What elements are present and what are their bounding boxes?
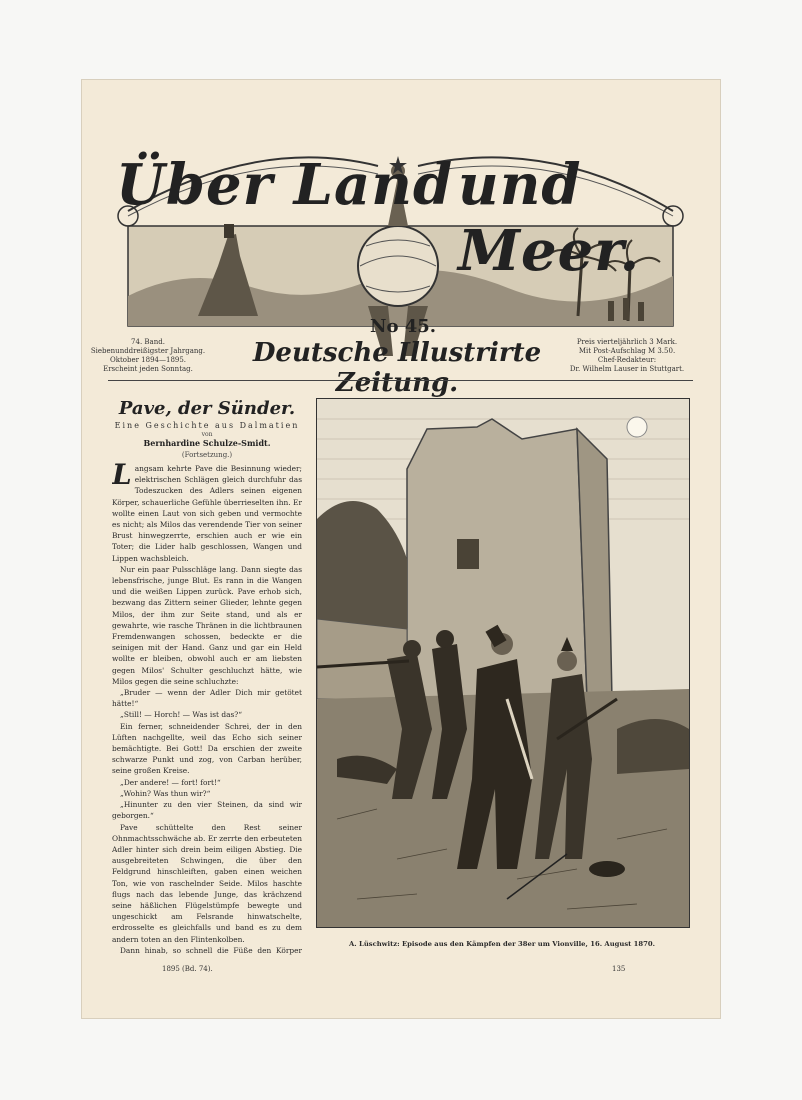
masthead-title-part1: Über Land <box>116 152 454 218</box>
story-author: Bernhardine Schulze-Smidt. <box>143 438 271 448</box>
story-continuation: (Fortsetzung.) <box>181 451 233 459</box>
volume: 74. Band. <box>131 338 165 346</box>
footer-volume: 1895 (Bd. 74). <box>162 965 213 973</box>
masthead-title-part2: und Meer. <box>458 152 641 284</box>
year-count: Siebenunddreißigster Jahrgang. <box>90 347 206 355</box>
masthead-left-info <box>88 338 208 374</box>
battle-illustration <box>316 398 690 928</box>
story-subtitle: Eine Geschichte aus Dalmatien <box>114 421 300 430</box>
paragraph: Nur ein paar Pulsschläge lang. Dann siegte das lebensfrische, junge Blut. Es rann in die Wangen und die weißen Lippen zurück. Pave erhob sich, bezwang das Zittern seiner Glieder, lehnte gegen Milos, der ihm zur Seite stand, und als er gewahrte, wie rasche Thränen in die lichtbraunen Fremdenwangen schossen, bedeckte er die seinigen mit der Hand. Ganz und gar ein Held wollte er bleiben, obwohl auch er am liebsten gegen Milos' Schulter geschluchzt hätte, wie Milos gegen die seine schluchzte: <box>112 564 302 686</box>
paragraph: „Bruder — wenn der Adler Dich mir getötet hätte!“ <box>112 688 302 709</box>
illustration-engraving <box>317 399 689 927</box>
header-rule <box>108 380 693 381</box>
paragraph: „Der andere! — fort! fort!“ <box>120 777 221 787</box>
paragraph: Langsam kehrte Pave die Besinnung wieder; elektrischen Schlägen gleich durchfuhr das Todeszucken des Adlers seinen eigenen Körper, schauerliche Gefühle überrieselten ihn. Er wollte einen Laut von sich geben und vermochte es nicht; als Milos das verendende Tier von seiner Brust hinwegzerrte, erschien auch er wie ein Toter; die Lider halb geschlossen, Wangen und Lippen wachsbleich. <box>112 458 302 563</box>
editor-label: Chef-Redakteur: <box>597 356 657 364</box>
year-span: Oktober 1894—1895. <box>109 356 187 364</box>
page-number: 135 <box>612 965 626 973</box>
publication-schedule: Erscheint jeden Sonntag. <box>103 365 193 373</box>
paragraph: Dann hinab, so schnell die Füße den Körper <box>120 945 302 955</box>
postal-price: Mit Post-Aufschlag M 3.50. <box>578 347 676 355</box>
editor-name: Dr. Wilhelm Lauser in Stuttgart. <box>569 365 685 373</box>
paragraph: „Still! — Horch! — Was ist das?“ <box>120 710 243 720</box>
newspaper-page <box>82 80 720 1018</box>
masthead-subtitle: Deutsche Illustrirte Zeitung. <box>252 338 542 398</box>
story-by: von <box>201 431 213 438</box>
story-body <box>112 458 302 958</box>
issue-number: No 45. <box>370 316 437 337</box>
paragraph: Pave schüttelte den Rest seiner Ohnmachtsschwäche ab. Er zerrte den erbeuteten Adler hinter sich drein beim eiligen Abstieg. Die ausgebreiteten Schwingen, die über den Feldgrund hinschleiften, gaben einen weichen Ton, wie von raschelnder Seide. Milos haschte flugs nach das lebende Junge, das krächzend seine häßlichen Flügelstümpfe bewegte und ungeschickt am Felsrande hinwatschelte, erdrosselte es gleichfalls und band es zu dem andern toten an den Flintenkolben. <box>112 822 302 944</box>
story-title: Pave, der Sünder. <box>118 398 296 419</box>
masthead <box>108 116 688 366</box>
illustration-caption: A. Lüschwitz: Episode aus den Kämpfen der 38er um Vionville, 16. August 1870. <box>349 940 655 948</box>
masthead-right-info <box>562 338 692 374</box>
story-column <box>112 398 302 958</box>
paragraph: „Hinunter zu den vier Steinen, da sind wir geborgen.“ <box>112 800 302 821</box>
price: Preis vierteljährlich 3 Mark. <box>576 338 678 346</box>
paragraph: „Wohin? Was thun wir?“ <box>120 788 211 798</box>
paragraph: Ein ferner, schneidender Schrei, der in den Lüften nachgellte, weil das Echo sich seiner bemächtigte. Bei Gott! Da erschien der zweite schwarze Punkt und zog, von Carban herüber, seine großen Kreise. <box>112 721 302 776</box>
drop-cap: L <box>112 458 132 491</box>
